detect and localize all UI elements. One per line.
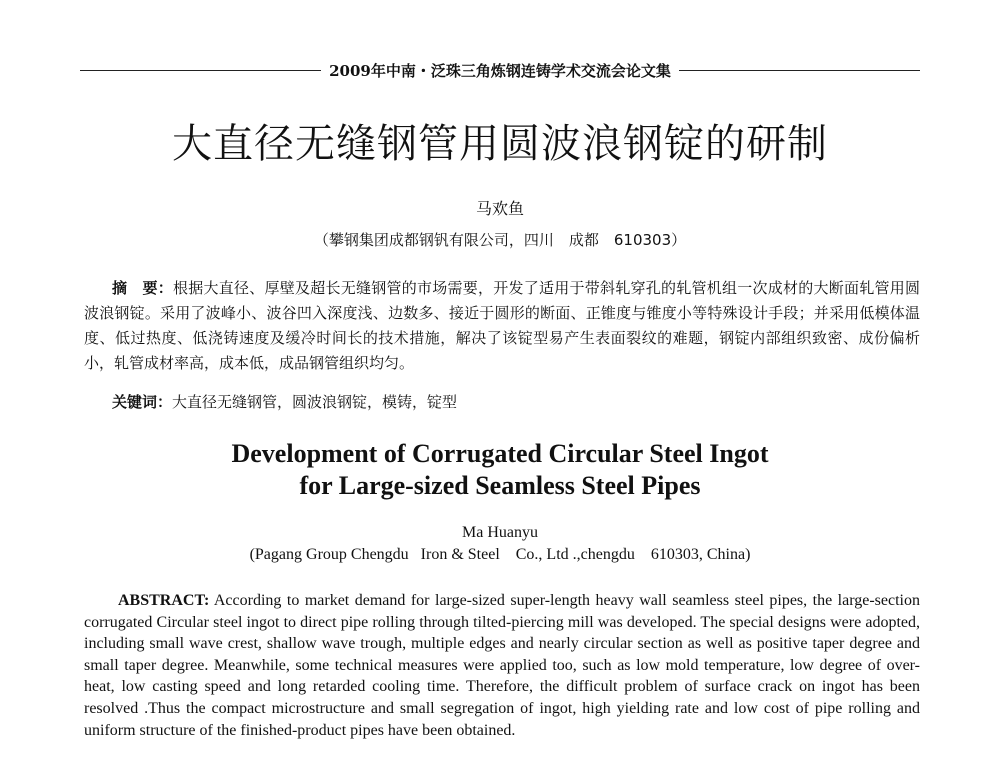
running-title: 2009年中南・泛珠三角炼钢连铸学术交流会论文集 xyxy=(329,61,671,80)
chinese-abstract-label: 摘 要： xyxy=(112,279,173,297)
chinese-abstract-text: 根据大直径、厚壁及超长无缝钢管的市场需要，开发了适用于带斜轧穿孔的轧管机组一次成材的大断面轧管用圆波浪钢锭。采用了波峰小、波谷凹入深度浅、边数多、接近于圆形的断面、正锥度与锥度小等特殊设计手段；并采用低模体温度、低过热度、低浇铸速度及缓冷时间长的技术措施，解决了该锭型易产生表面裂纹的难题，钢锭内部组织致密、成份偏析小，轧管成材率高，成本低，成品钢管组织均匀。 xyxy=(84,279,920,372)
chinese-title: 大直径无缝钢管用圆波浪钢锭的研制 xyxy=(172,121,828,167)
english-title-line1: Development of Corrugated Circular Steel Ingot xyxy=(231,439,769,468)
chinese-abstract xyxy=(84,276,920,376)
english-author: Ma Huanyu xyxy=(462,524,538,541)
header-rule-left xyxy=(80,70,321,71)
english-affiliation: (Pagang Group Chengdu Iron & Steel Co., Ltd .,chengdu 610303, China) xyxy=(249,546,751,563)
chinese-keywords-text: 大直径无缝钢管，圆波浪钢锭，模铸，锭型 xyxy=(172,393,458,411)
chinese-author: 马欢鱼 xyxy=(475,199,524,218)
english-abstract xyxy=(84,590,920,741)
english-abstract-label: ABSTRACT: xyxy=(118,592,210,609)
english-abstract-text: According to market demand for large-sized super-length heavy wall seamless steel pipes, the large-section corrugated Circular steel ingot to direct pipe rolling through tilted-piercing mill was developed. The special designs were adopted, including small wave crest, shallow wave trough, multiple edges and nearly circular section as well as positive taper degree and small taper degree. Meanwhile, some technical measures were applied too, such as low mold temperature, low degree of over-heat, low casting speed and long retarded cooling time. Therefore, the difficult problem of surface crack on ingot has been resolved .Thus the compact microstructure and small segregation of ingot, high yielding rate and low cost of pipe rolling and uniform structure of the finished-product pipes have been obtained. xyxy=(84,592,920,739)
chinese-keywords-label: 关键词： xyxy=(112,393,173,411)
english-title xyxy=(0,438,1000,502)
english-title-line2: for Large-sized Seamless Steel Pipes xyxy=(299,471,701,500)
header-rule-right xyxy=(679,70,920,71)
running-header xyxy=(80,58,920,82)
chinese-keywords xyxy=(84,390,920,415)
chinese-affiliation: （攀钢集团成都钢钒有限公司，四川 成都 610303） xyxy=(313,231,687,249)
